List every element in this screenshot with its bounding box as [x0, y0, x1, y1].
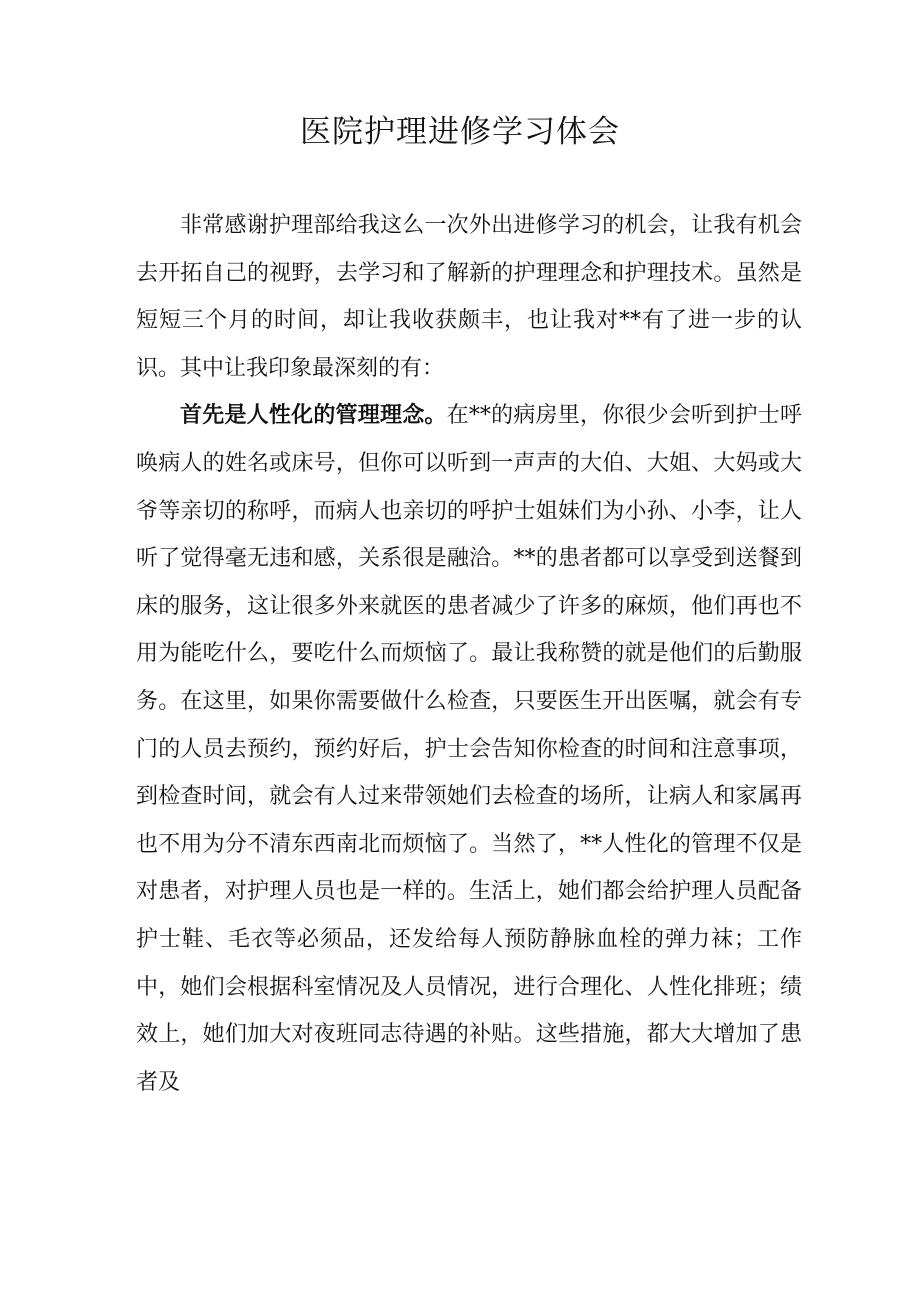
document-title: 医院护理进修学习体会 — [300, 114, 620, 150]
paragraph-management-text: 在**的病房里，你很少会听到护士呼唤病人的姓名或床号，但你可以听到一声声的大伯、大姐、大妈或大爷等亲切的称呼，而病人也亲切的呼护士姐妹们为小孙、小李，让人听了觉得毫无违和感，关系很是融洽。**的患者都可以享受到送餐到床的服务，这让很多外来就医的患者减少了许多的麻烦，他们再也不用为能吃什么，要吃什么而烦恼了。最让我称赞的就是他们的后勤服务。在这里，如果你需要做什么检查，只要医生开出医嘱，就会有专门的人员去预约，预约好后，护士会告知你检查的时间和注意事项，到检查时间，就会有人过来带领她们去检查的场所，让病人和家属再也不用为分不清东西南北而烦恼了。当然了，**人性化的管理不仅是对患者，对护理人员也是一样的。生活上，她们都会给护理人员配备护士鞋、毛衣等必须品，还发给每人预防静脉血栓的弹力袜；工作中，她们会根据科室情况及人员情况，进行合理化、人性化排班；绩效上，她们加大对夜班同志待遇的补贴。这些措施，都大大增加了患者及 — [136, 403, 802, 1095]
paragraph-intro-text: 非常感谢护理部给我这么一次外出进修学习的机会，让我有机会去开拓自己的视野，去学习和了解新的护理理念和护理技术。虽然是短短三个月的时间，却让我收获颇丰，也让我对**有了进一步的认识。其中让我印象最深刻的有： — [136, 213, 802, 381]
paragraph-management — [136, 392, 802, 1106]
paragraph-management-lead: 首先是人性化的管理理念。 — [180, 402, 447, 429]
paragraph-intro — [136, 202, 802, 392]
document-body — [136, 202, 802, 1106]
